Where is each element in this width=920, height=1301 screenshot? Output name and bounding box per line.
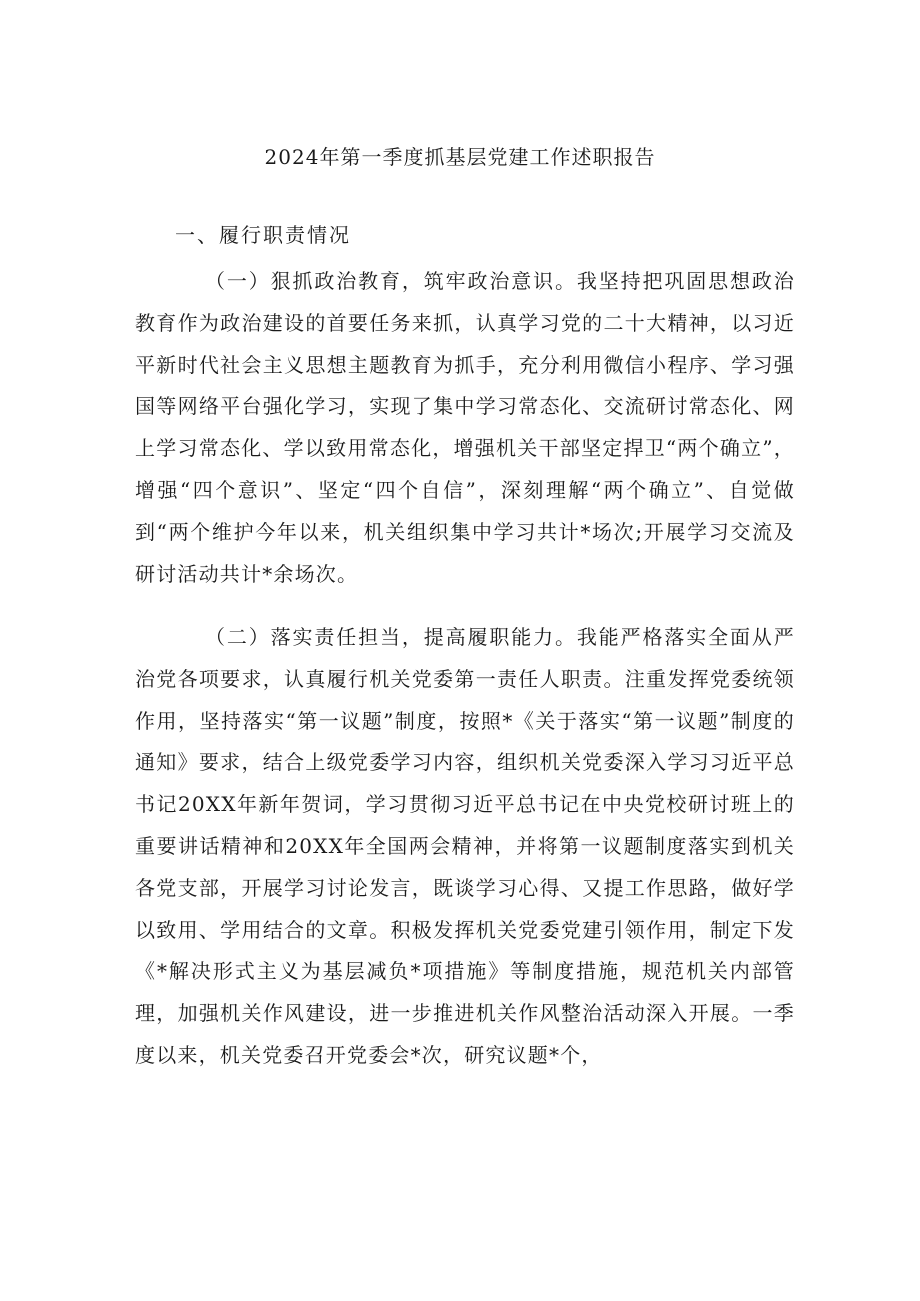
paragraph-political-education: （一）狠抓政治教育，筑牢政治意识。我坚持把巩固思想政治教育作为政治建设的首要任务来抓，认真学习党的二十大精神，以习近平新时代社会主义思想主题教育为抓手，充分利用微信小程序、学习强国等网络平台强化学习，实现了集中学习常态化、交流研讨常态化、网上学习常态化、学以致用常态化，增强机关干部坚定捍卫“两个确立”，增强“四个意识”、坚定“四个自信”，深刻理解“两个确立”、自觉做到“两个维护今年以来，机关组织集中学习共计*场次;开展学习交流及研讨活动共计*余场次。	[135, 269, 795, 586]
document-title: 2024年第一季度抓基层党建工作述职报告	[264, 145, 656, 169]
paragraph-responsibility: （二）落实责任担当，提高履职能力。我能严格落实全面从严治党各项要求，认真履行机关党委第一责任人职责。注重发挥党委统领作用，坚持落实“第一议题”制度，按照*《关于落实“第一议题”制度的通知》要求，结合上级党委学习内容，组织机关党委深入学习习近平总书记20XX年新年贺词，学习贯彻习近平总书记在中央党校研讨班上的重要讲话精神和20XX年全国两会精神，并将第一议题制度落实到机关各党支部，开展学习讨论发言，既谈学习心得、又提工作思路，做好学以致用、学用结合的文章。积极发挥机关党委党建引领作用，制定下发《*解决形式主义为基层减负*项措施》等制度措施，规范机关内部管理，加强机关作风建设，进一步推进机关作风整治活动深入开展。一季度以来，机关党委召开党委会*次，研究议题*个，	[135, 625, 795, 1067]
section-heading: 一、履行职责情况	[175, 223, 351, 247]
